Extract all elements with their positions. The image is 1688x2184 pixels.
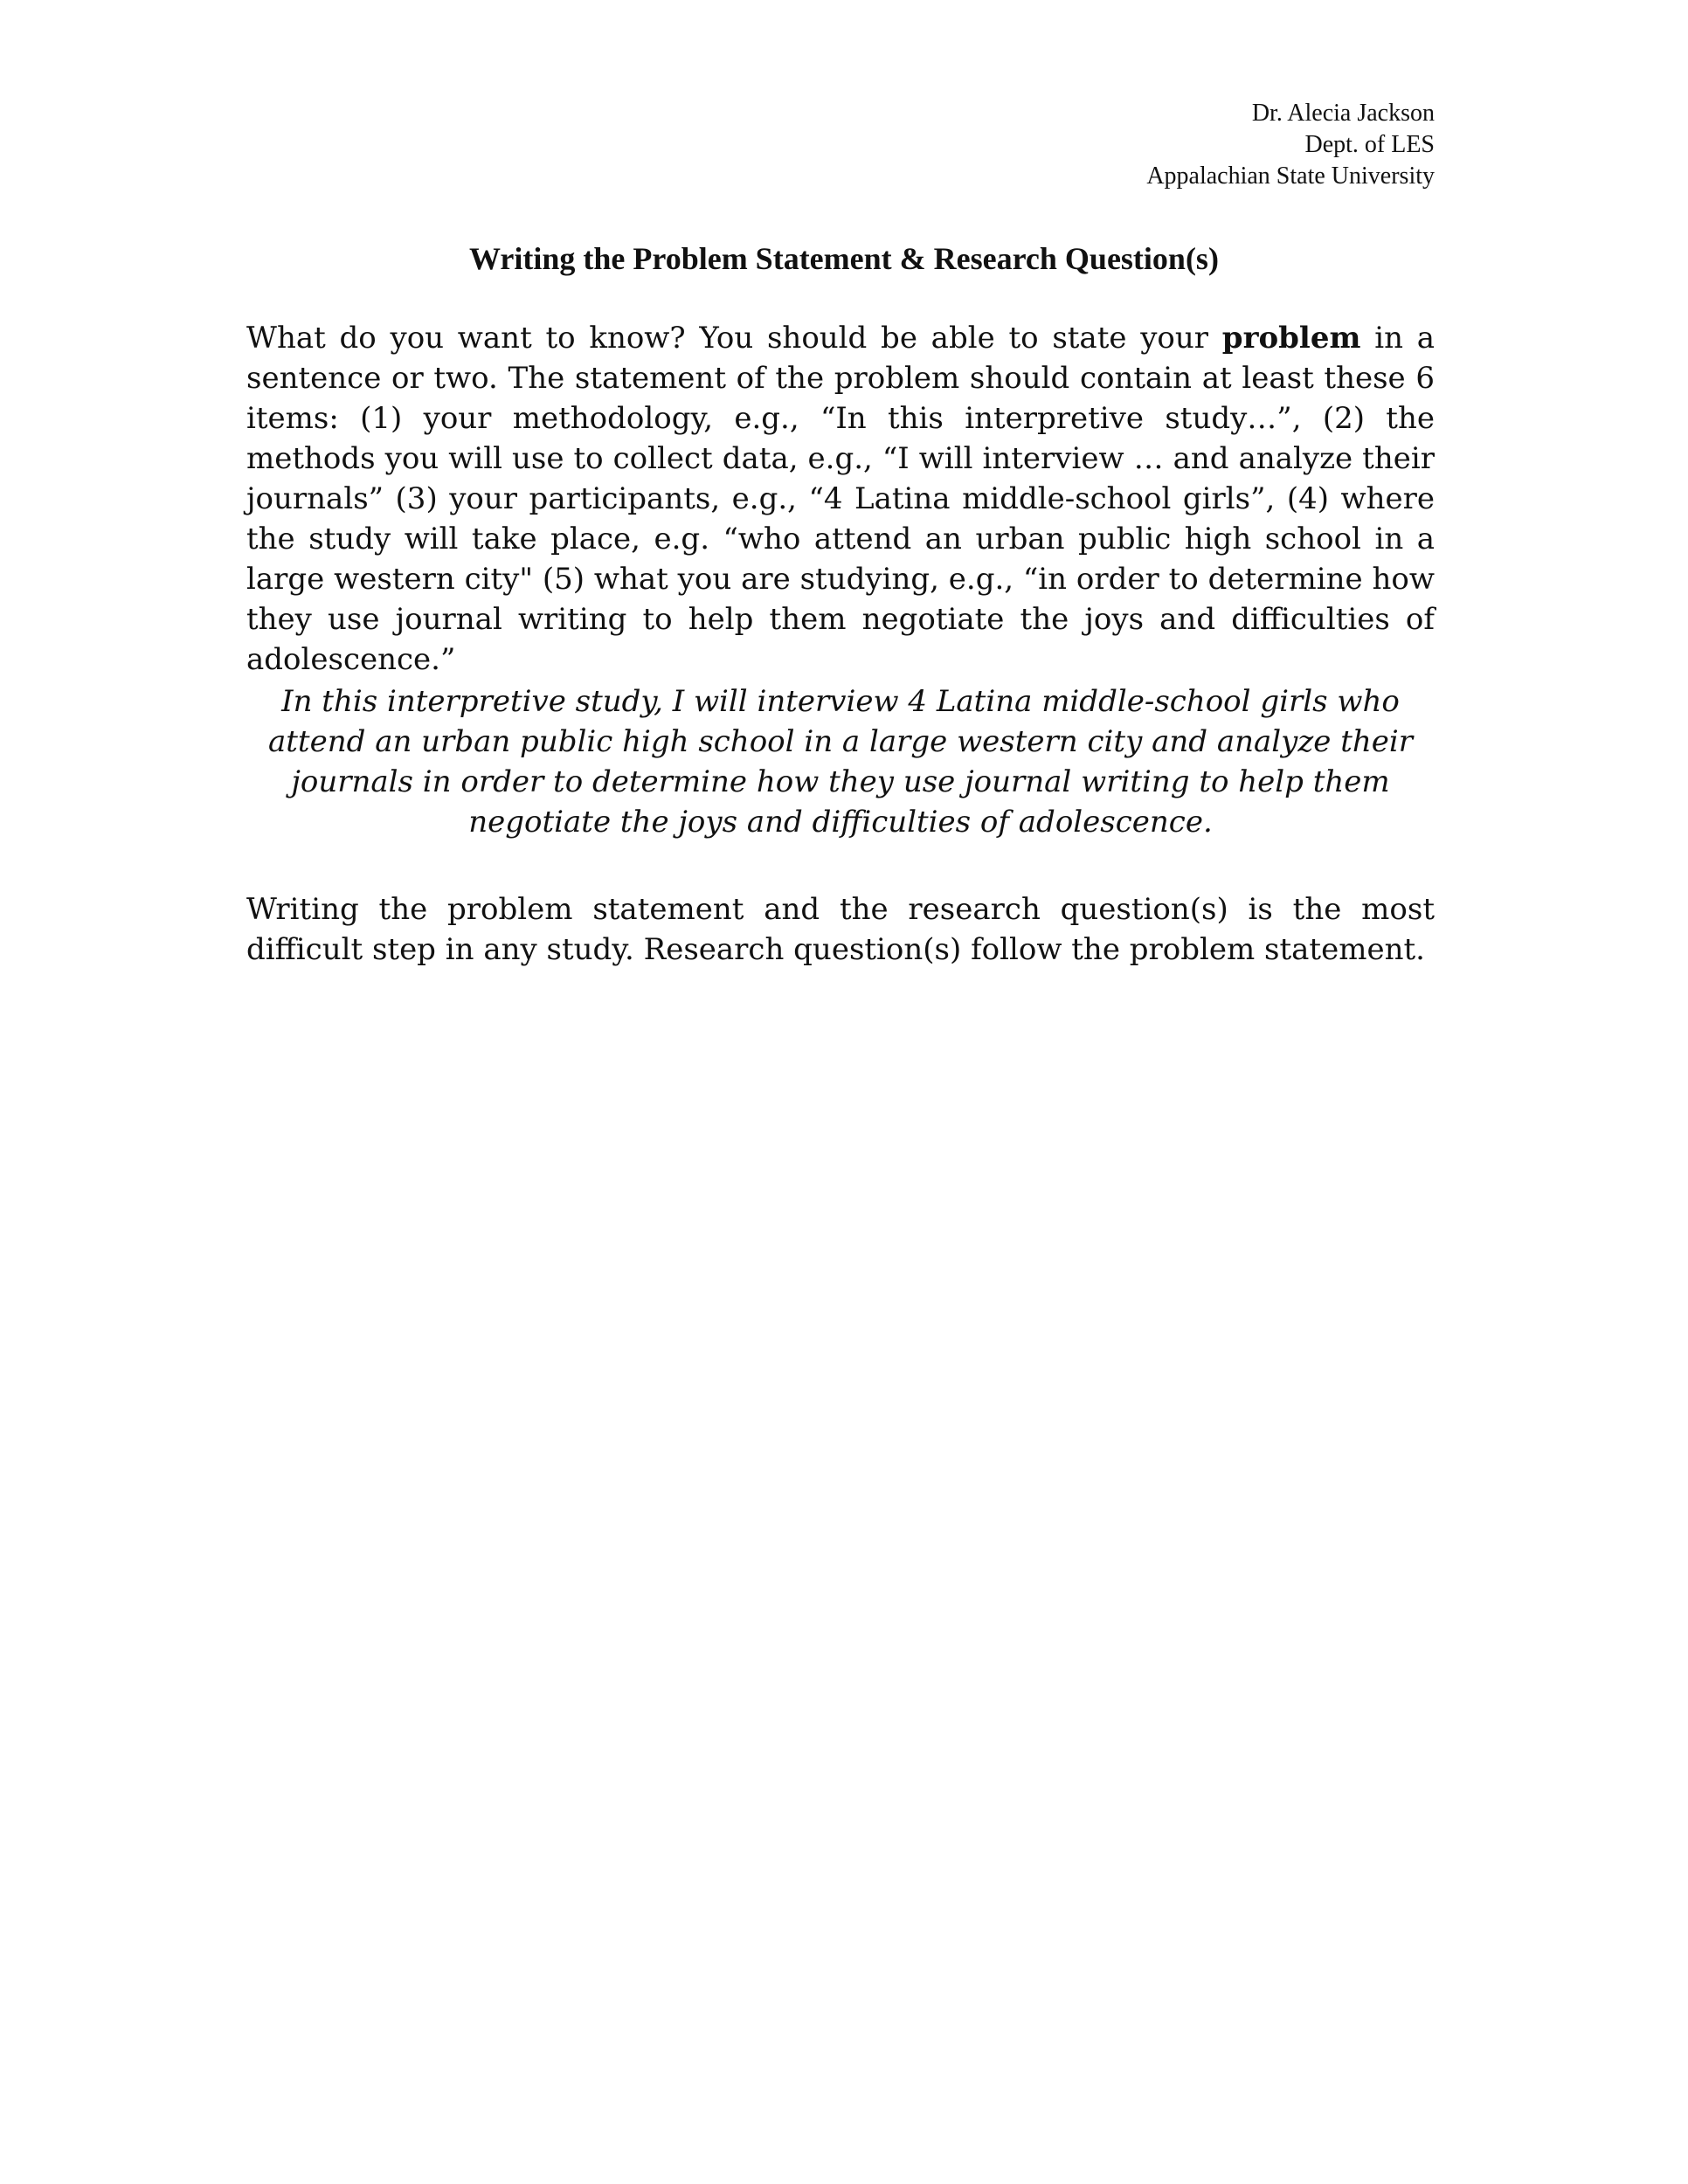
problem-paragraph [246,318,1435,680]
document-title: Writing the Problem Statement & Research Question(s) [469,241,1219,276]
author-block [1146,98,1435,192]
department-name: Dept. of LES [1304,131,1435,158]
problem-paragraph-body: in a sentence or two. The statement of the problem should contain at least these 6 items: (1) your methodology, e.g., “In this interpretive study…”, (2) the methods you will use to collect data, e.g., “I will interview … and analyze their journals” (3) your participants, e.g., “4 Latina middle-school girls”, (4) where the study will take place, e.g. “who attend an urban public high school in a large western city" (5) what you are studying, e.g., “in order to determine how they use journal writing to help them negotiate the joys and difficulties of adolescence.” [246,321,1435,677]
author-name: Dr. Alecia Jackson [1251,100,1435,127]
university-name: Appalachian State University [1146,162,1435,190]
problem-keyword: problem [1221,321,1361,356]
closing-paragraph: Writing the problem statement and the research question(s) is the most difficult step in any study. Research question(s) follow the problem statement. [246,892,1435,967]
example-statement: In this interpretive study, I will interview 4 Latina middle-school girls who attend an urban public high school in a large western city and analyze their journals in order to determine how they use journal writing to help them negotiate the joys and difficulties of adolescence. [268,684,1413,840]
problem-paragraph-intro: What do you want to know? You should be able to state your [246,321,1222,356]
